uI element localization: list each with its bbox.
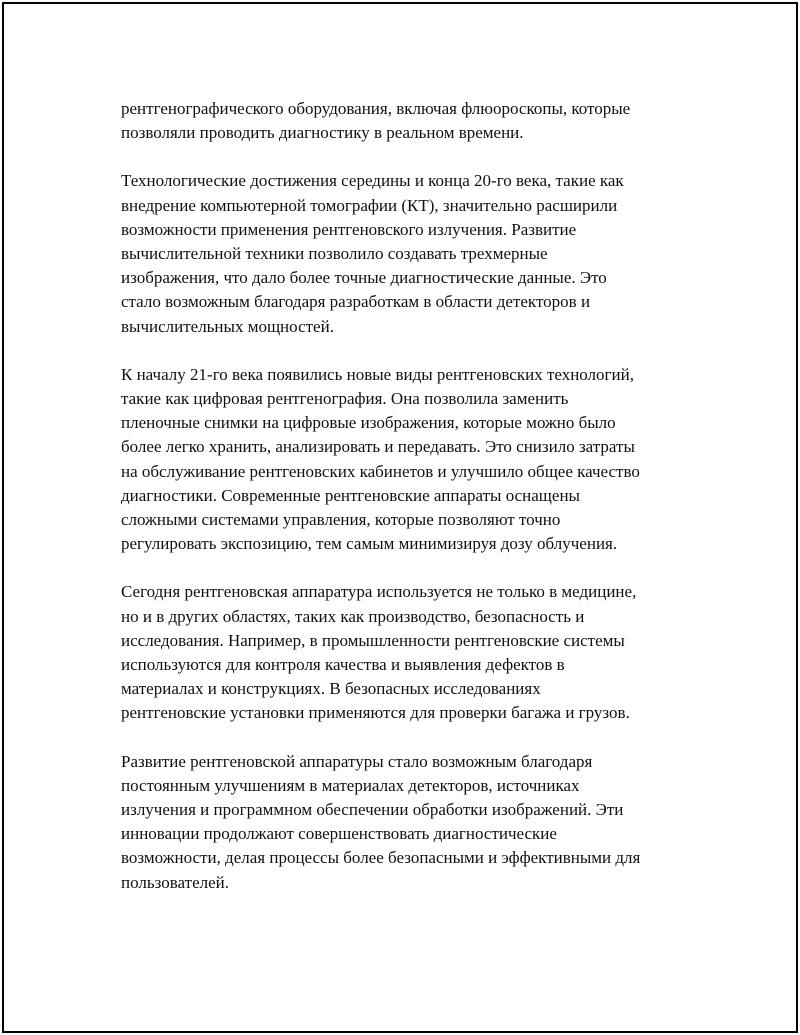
document-body — [121, 97, 696, 919]
text-line: диагностики. Современные рентгеновские аппараты оснащены — [121, 485, 580, 505]
text-line: Технологические достижения середины и конца 20-го века, такие как — [121, 171, 624, 191]
text-line: пленочные снимки на цифровые изображения, которые можно было — [121, 413, 616, 433]
text-line: постоянным улучшениям в материалах детекторов, источниках — [121, 775, 580, 795]
text-line: внедрение компьютерной томографии (КТ), значительно расширили — [121, 195, 618, 215]
text-line: сложными системами управления, которые позволяют точно — [121, 510, 561, 530]
text-line: Развитие рентгеновской аппаратуры стало возможным благодаря — [121, 751, 593, 771]
text-line: рентгенографического оборудования, включая флюороскопы, которые — [121, 99, 631, 118]
paragraph-3 — [121, 363, 696, 557]
text-line: более легко хранить, анализировать и передавать. Это снизило затраты — [121, 437, 635, 457]
text-line: возможности, делая процессы более безопасными и эффективными для — [121, 848, 641, 868]
text-line: излучения и программном обеспечении обработки изображений. Эти — [121, 800, 624, 820]
text-line: вычислительных мощностей. — [121, 316, 334, 336]
text-line: возможности применения рентгеновского излучения. Развитие — [121, 219, 577, 239]
text-line: используются для контроля качества и выявления дефектов в — [121, 655, 565, 675]
text-line: инновации продолжают совершенствовать диагностические — [121, 824, 557, 844]
text-line: исследования. Например, в промышленности рентгеновские системы — [121, 630, 625, 650]
text-line: стало возможным благодаря разработкам в области детекторов и — [121, 292, 591, 312]
text-line: вычислительной техники позволило создавать трехмерные — [121, 244, 548, 264]
text-line: регулировать экспозицию, тем самым минимизируя дозу облучения. — [121, 534, 618, 554]
page-frame — [2, 2, 798, 1033]
text-line: материалах и конструкциях. В безопасных исследованиях — [121, 679, 541, 699]
text-line: позволяли проводить диагностику в реальном времени. — [121, 123, 524, 143]
text-line: Сегодня рентгеновская аппаратура используется не только в медицине, — [121, 582, 637, 602]
paragraph-4 — [121, 580, 696, 725]
text-line: изображения, что дало более точные диагностические данные. Это — [121, 268, 607, 288]
paragraph-1 — [121, 97, 696, 145]
text-line: на обслуживание рентгеновских кабинетов и улучшило общее качество — [121, 461, 640, 481]
text-line: но и в других областях, таких как производство, безопасность и — [121, 606, 585, 626]
text-line: такие как цифровая рентгенография. Она позволила заменить — [121, 389, 569, 409]
paragraph-5 — [121, 750, 696, 895]
text-line: пользователей. — [121, 872, 229, 892]
text-line: К началу 21-го века появились новые виды рентгеновских технологий, — [121, 364, 634, 384]
paragraph-2 — [121, 169, 696, 338]
text-line: рентгеновские установки применяются для проверки багажа и грузов. — [121, 703, 630, 723]
